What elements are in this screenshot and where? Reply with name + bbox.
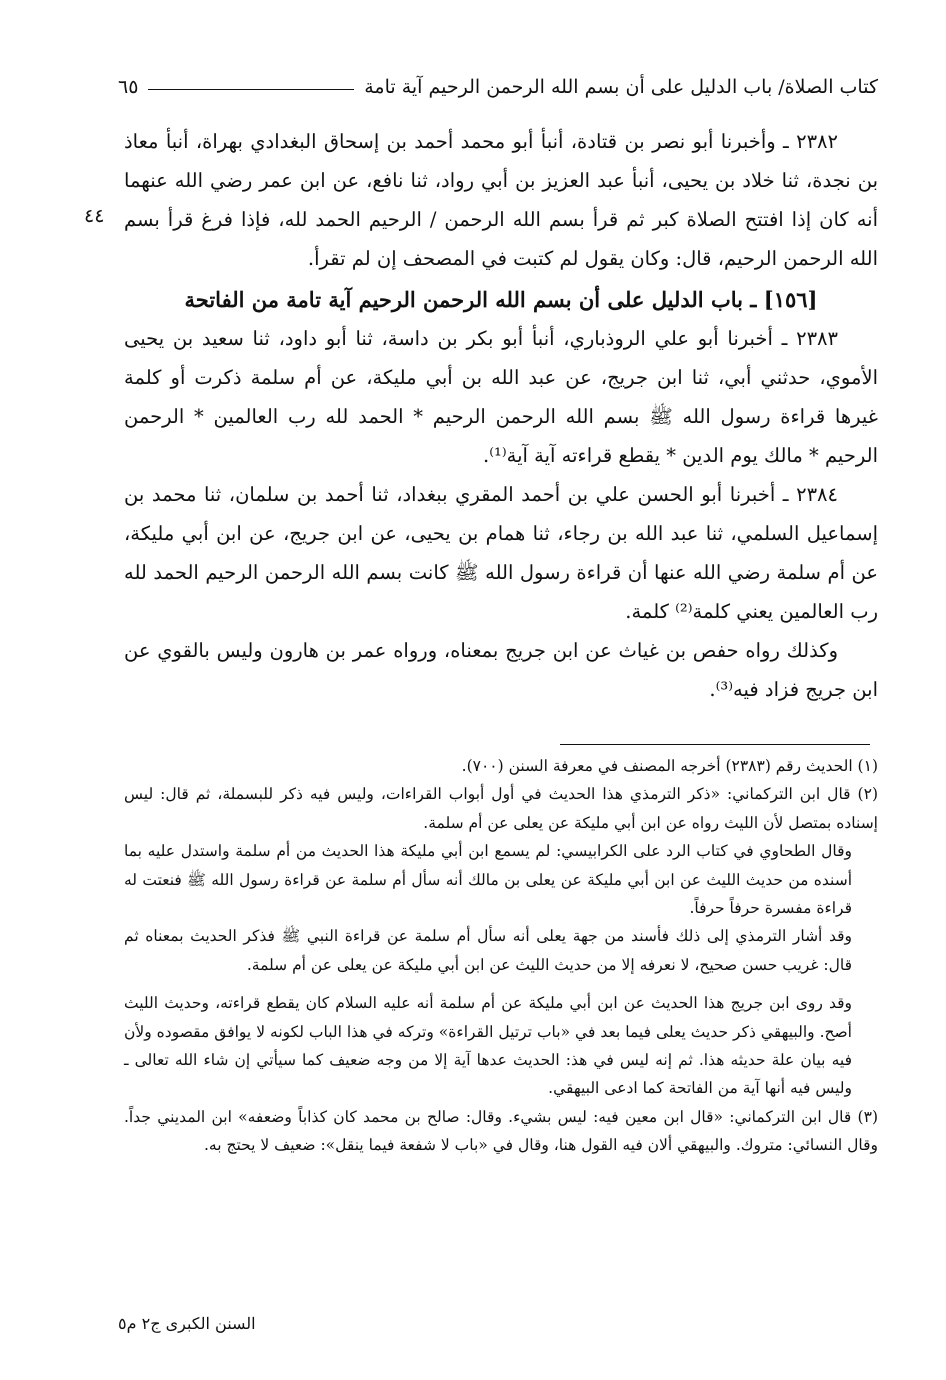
signature-mark: السنن الكبرى ج٢ م٥ bbox=[118, 1314, 256, 1333]
footnote-2-part-c: وقد أشار الترمذي إلى ذلك فأسند من جهة يعلى أنه سأل أم سلمة عن قراءة النبي ﷺ فذكر الحديث بمعناه ثم قال: غريب حسن صحيح، لا نعرفه إلا من حديث الليث عن ابن أبي مليكة عن يعلى عن أم سلمة. bbox=[124, 927, 852, 974]
footnote-2-part-d: وقد روى ابن جريج هذا الحديث عن ابن أبي مليكة عن أم سلمة أنه عليه السلام كان يقطع قراءته، وحديث الليث أصح. والبيهقي ذكر حديث يعلى فيما بعد في «باب ترتيل القراءة» وتركه في هذا الباب لكونه لا يوافق مقصوده ولأن فيه بيان علة حديثه هذا. ثم إنه ليس في هذ: الحديث عدها آية إلا من وجه ضعيف كما سيأتي إن شاء الله تعالى ـ وليس فيه أنها آية من الفاتحة كما ادعى البيهقي. bbox=[124, 994, 852, 1098]
header-title: كتاب الصلاة/ باب الدليل على أن بسم الله الرحمن الرحيم آية تامة bbox=[364, 76, 878, 98]
header-rule bbox=[148, 89, 354, 90]
chapter-heading: [١٥٦] ـ باب الدليل على أن بسم الله الرحمن الرحيم آية تامة من الفاتحة bbox=[184, 287, 818, 312]
footnote-2-part-b: وقال الطحاوي في كتاب الرد على الكرابيسي: لم يسمع ابن أبي مليكة هذا الحديث من أم سلمة واستدل عليه بما أسنده من حديث الليث عن ابن أبي مليكة عن يعلى بن مالك أنه سأل أم سلمة عن قراءة رسول الله ﷺ فنعتت له قراءة مفسرة حرفاً حرفاً. bbox=[124, 842, 852, 918]
footnote-2-part-a: (٢) قال ابن التركماني: «ذكر الترمذي هذا الحديث في أول أبواب القراءات، وليس فيه ذكر للبسملة، ثم قال: ليس إسناده بمتصل لأن الليث رواه عن ابن أبي مليكة عن يعلى عن أم سلمة. bbox=[124, 785, 878, 832]
hadith-2383: ٢٣٨٣ ـ أخبرنا أبو علي الروذباري، أنبأ أبو بكر بن داسة، ثنا أبو داود، ثنا سعيد بن يحيى الأموي، حدثني أبي، ثنا ابن جريج، عن عبد الله بن أبي مليكة، عن أم سلمة ذكرت أو كلمة غيرها قراءة رسول الله ﷺ بسم الله الرحمن الرحيم * الحمد لله رب العالمين * الرحمن الرحيم * مالك يوم الدين * يقطع قراءته آية آية⁽¹⁾. bbox=[124, 327, 878, 467]
closing-paragraph: وكذلك رواه حفص بن غياث عن ابن جريج بمعناه، ورواه عمر بن هارون وليس بالقوي عن ابن جريج فزاد فيه⁽³⁾. bbox=[124, 639, 878, 701]
hadith-2384: ٢٣٨٤ ـ أخبرنا أبو الحسن علي بن أحمد المقري ببغداد، ثنا أحمد بن سلمان، ثنا محمد بن إسماعيل السلمي، ثنا عبد الله بن رجاء، ثنا همام بن يحيى، عن ابن جريج، عن ابن أبي مليكة، عن أم سلمة رضي الله عنها أن قراءة رسول الله ﷺ كانت بسم الله الرحمن الرحيم الحمد لله رب العالمين يعني كلمة⁽²⁾ كلمة. bbox=[124, 483, 878, 623]
footnotes bbox=[124, 752, 878, 1160]
main-text bbox=[124, 122, 878, 709]
margin-page-reference: ٤٤ bbox=[84, 205, 105, 227]
hadith-2382: ٢٣٨٢ ـ وأخبرنا أبو نصر بن قتادة، أنبأ أبو محمد أحمد بن إسحاق البغدادي بهراة، أنبأ معاذ بن نجدة، ثنا خلاد بن يحيى، أنبأ عبد العزيز بن أبي رواد، ثنا نافع، عن ابن عمر رضي الله عنهما أنه كان إذا افتتح الصلاة كبر ثم قرأ بسم الله الرحمن / الرحيم الحمد لله، فإذا فرغ قرأ بسم الله الرحمن الرحيم، قال: وكان يقول لم كتبت في المصحف إن لم تقرأ. bbox=[124, 130, 878, 270]
page-number: ٦٥ bbox=[118, 76, 139, 98]
footnote-separator bbox=[560, 744, 870, 745]
running-header bbox=[118, 70, 878, 104]
footnote-3: (٣) قال ابن التركماني: «قال ابن معين فيه: ليس بشيء. وقال: صالح بن محمد كان كذاباً وضعفه» ابن المديني جداً. وقال النسائي: متروك. والبيهقي ألان فيه القول هنا، وقال في «باب لا شفعة فيما ينقل»: ضعيف لا يحتج به. bbox=[124, 1107, 878, 1155]
footnote-1: (١) الحديث رقم (٢٣٨٣) أخرجه المصنف في معرفة السنن (٧٠٠). bbox=[461, 757, 878, 775]
